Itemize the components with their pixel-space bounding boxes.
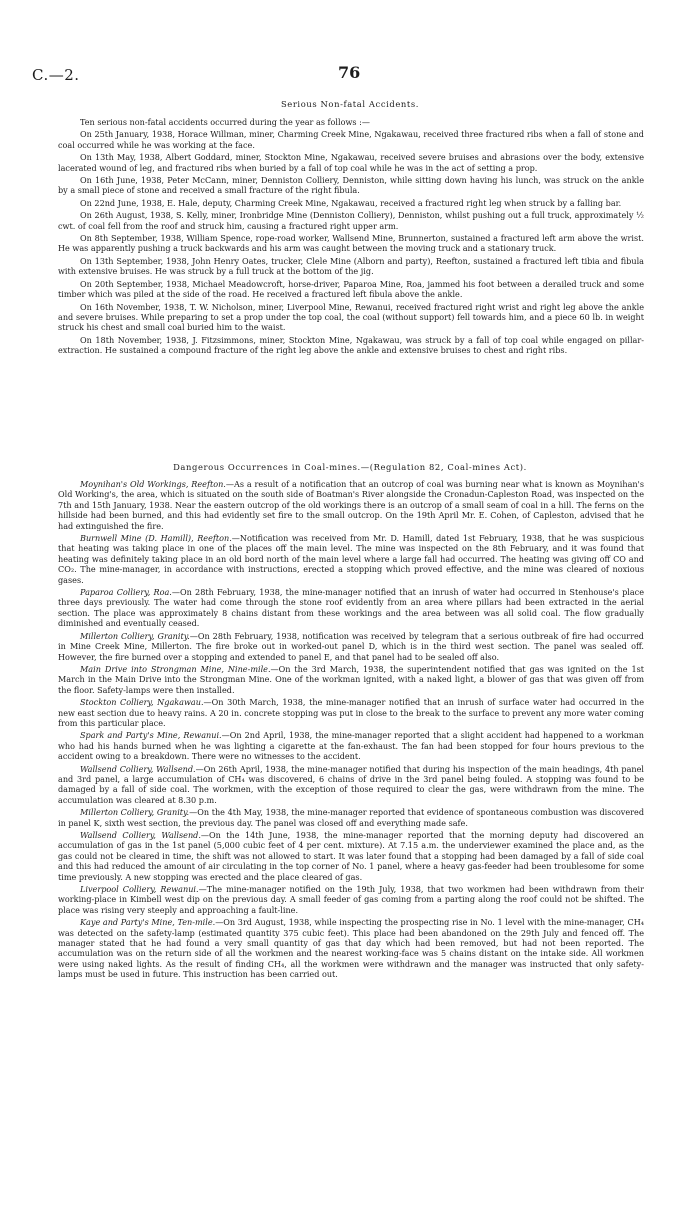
dangerous-occurrences-section — [58, 479, 644, 982]
paragraph-text: —The mine-manager notified on the 19th July, 1938, that two workmen had been withdrawn from their working-place in Kimbell west dip on the previous day. A small feeder of gas coming from a parting along the roof could not be shifted. The place was rising very steeply and approaching a fault-line. — [58, 884, 644, 915]
paragraph — [58, 129, 644, 150]
place-title: Millerton Colliery, Granity. — [80, 630, 190, 641]
paragraph — [58, 210, 644, 231]
section-heading-accidents: Serious Non-fatal Accidents. — [280, 99, 420, 109]
paragraph — [58, 335, 644, 356]
accidents-section — [58, 117, 644, 358]
paragraph — [58, 730, 644, 761]
place-title: Spark and Party's Mine, Rewanui. — [80, 730, 222, 741]
paragraph-text: —On 3rd August, 1938, while inspecting the prospecting rise in No. 1 level with the mine-manager, CH₄ was detected on the safety-lamp (estimated quantity 375 cubic feet). This place had been abandoned on the 29th July and fenced off. The manager stated that he had found a very small quantity of gas that day which had been removed, but had not been reported. The accumulation was on the return side of all the workmen and the nearest working-face was 5 chains distant on the intake side. All workmen were using naked lights. As the result of finding CH₄, all the workmen were withdrawn and the manager was instructed that only safety-lamps must be used in future. This instruction has been carried out. — [58, 917, 645, 980]
paragraph-text: —On the 4th May, 1938, the mine-manager reported that evidence of spontaneous combustion was discovered in panel K, sixth west section, the previous day. The panel was closed off and everything made safe. — [58, 807, 644, 828]
paragraph — [58, 664, 644, 695]
paragraph-text: On 22nd June, 1938, E. Hale, deputy, Charming Creek Mine, Ngakawau, received a fractured right leg when struck by a falling bar. — [80, 197, 622, 208]
paragraph — [58, 479, 644, 531]
place-title: Stockton Colliery, Ngakawau. — [80, 697, 204, 708]
place-title: Wallsend Colliery, Wallsend. — [80, 763, 196, 774]
place-title: Wallsend Colliery, Wallsend. — [80, 830, 201, 840]
paragraph-text: —On 28th February, 1938, the mine-manager notified that an inrush of water had occurred in Stenhouse's place three days previously. The water had come through the stone roof evidently from an area where pillars had been extracted in the aerial section. The place was approximately 8 chains distant from these workings and the area between was all solid coal. The flow gradually diminished and eventually ceased. — [58, 587, 644, 629]
paragraph-text: On 13th May, 1938, Albert Goddard, miner, Stockton Mine, Ngakawau, received severe bruises and abrasions over the body, extensive lacerated wound of leg, and fractured ribs when buried by a fall of top coal while he was in the act of setting a prop. — [58, 152, 644, 173]
paragraph-text: —On the 3rd March, 1938, the superintendent notified that gas was ignited on the 1st March in the Main Drive into the Strongman Mine. One of the workman ignited, with a naked light, a blower of gas that was given off from the floor. Safety-lamps were then installed. — [58, 663, 644, 695]
paragraph-text: On 16th November, 1938, T. W. Nicholson, miner, Liverpool Mine, Rewanui, received fractured right wrist and right leg above the ankle and severe bruises. While preparing to set a prop under the top coal, the coal (without support) fell towards him, and a piece 60 lb. in weight struck his chest and small coal buried him to the waist. — [58, 301, 644, 333]
place-title: Kaye and Party's Mine, Ten-mile. — [80, 917, 216, 928]
paragraph — [58, 764, 644, 806]
place-title: Burnwell Mine (D. Hamill), Reefton. — [80, 533, 232, 544]
paragraph — [58, 279, 644, 300]
paragraph-text: On 26th August, 1938, S. Kelly, miner, Ironbridge Mine (Denniston Colliery), Denniston, whilst pushing out a full truck, approximately ½ cwt. of coal fell from the roof and struck him, causing a fractured right upper arm. — [58, 210, 644, 231]
paragraph-text: —As a result of a notification that an outcrop of coal was burning near what is known as Moynihan's Old Working's, the area, which is situated on the south side of Boatman's River alongside the Cronadun-Capleston Road, was inspected on the 7th and 15th January, 1938. Near the eastern outcrop of the old workings there is an outcrop of a small seam of coal in a hill. The ferns on the hillside had been burned, and this had evidently set fire to the small outcrop. On the 19th April Mr. E. Cohen, of Capleston, advised that he had extinguished the fire. — [58, 479, 644, 531]
page-number: 76 — [338, 63, 361, 82]
paragraph — [58, 152, 644, 173]
place-title: Liverpool Colliery, Rewanui. — [80, 884, 199, 895]
paragraph — [58, 587, 644, 629]
paragraph — [58, 697, 644, 728]
paragraph — [58, 233, 644, 254]
paragraph-text: On 8th September, 1938, William Spence, rope-road worker, Wallsend Mine, Brunnerton, sustained a fractured left arm above the wrist. He was apparently pushing a truck backwards and his arm was caught between the moving truck and a stationary truck. — [58, 233, 644, 254]
paragraph — [58, 117, 644, 127]
place-title: Main Drive into Strongman Mine, Nine-mile. — [80, 663, 271, 674]
paragraph — [58, 830, 644, 882]
paragraph-text: On 20th September, 1938, Michael Meadowcroft, horse-driver, Paparoa Mine, Roa, jammed his foot between a derailed truck and some timber which was piled at the side of the road. He received a fractured left fibula above the ankle. — [58, 278, 644, 300]
paragraph — [58, 302, 644, 333]
paragraph-text: On 16th June, 1938, Peter McCann, miner, Denniston Colliery, Denniston, while sitting down having his lunch, was struck on the ankle by a small piece of stone and received a small fracture of the right fibula. — [58, 175, 644, 196]
paragraph-text: —On 28th February, 1938, notification was received by telegram that a serious outbreak of fire had occurred in Mine Creek Mine, Millerton. The fire broke out in worked-out panel D, which is in the third west section. The panel was sealed off. However, the fire burned over a stopping and extended to panel E, and that panel had to be sealed off also. — [58, 630, 644, 662]
paragraph-text: On 13th September, 1938, John Henry Oates, trucker, Clele Mine (Alborn and party), Reefton, sustained a fractured left tibia and fibula with extensive bruises. He was struck by a full truck at the bottom of the jig. — [58, 255, 644, 277]
paragraph — [58, 198, 644, 208]
paragraph-text: Ten serious non-fatal accidents occurred during the year as follows :— — [80, 117, 370, 127]
place-title: Moynihan's Old Workings, Reefton. — [80, 479, 226, 489]
paragraph-text: —On 30th March, 1938, the mine-manager notified that an inrush of surface water had occurred in the new east section due to heavy rains. A 20 in. concrete stopping was put in close to the break to the surface to prevent any more water coming from this particular place. — [58, 697, 644, 728]
paragraph-text: On 25th January, 1938, Horace Willman, miner, Charming Creek Mine, Ngakawau, received three fractured ribs when a fall of stone and coal occurred while he was working at the face. — [58, 129, 644, 150]
paragraph — [58, 256, 644, 277]
place-title: Paparoa Colliery, Roa. — [80, 587, 172, 598]
report-code: C.—2. — [32, 66, 80, 84]
paragraph-text: On 18th November, 1938, J. Fitzsimmons, miner, Stockton Mine, Ngakawau, was struck by a fall of top coal while engaged on pillar-extraction. He sustained a compound fracture of the right leg above the ankle and extensive bruises to chest and right ribs. — [58, 334, 644, 356]
paragraph-text: —On 26th April, 1938, the mine-manager notified that during his inspection of the main headings, 4th panel and 3rd panel, a large accumulation of CH₄ was discovered, 6 chains of drive in the 3rd panel being fouled. A stopping was found to be damaged by a fall of side coal. The workmen, with the exception of those required to clear the gas, were withdrawn from the mine. The accumulation was cleared at 8.30 p.m. — [58, 763, 644, 805]
paragraph — [58, 917, 644, 979]
place-title: Millerton Colliery, Granity. — [80, 807, 190, 818]
paragraph — [58, 175, 644, 196]
paragraph — [58, 884, 644, 915]
paragraph — [58, 807, 644, 828]
paragraph — [58, 631, 644, 662]
paragraph-text: —On 2nd April, 1938, the mine-manager reported that a slight accident had happened to a workman who had his hands burned when he was lighting a cigarette at the fan-exhaust. The fan had been stopped for four hours previous to the accident owing to a breakdown. There were no witnesses to the accident. — [58, 730, 644, 762]
paragraph-text: —Notification was received from Mr. D. Hamill, dated 1st February, 1938, that he was suspicious that heating was taking place in one of the places off the main level. The mine was inspected on the 8th February, and it was found that heating was definitely taking place in an old bord north of the main level where a large fall had occurred. The heating was giving off CO and CO₂. The mine-manager, in accordance with instructions, erected a stopping which proved effective, and the mine was cleared of noxious gases. — [58, 533, 645, 585]
paragraph-text: —On the 14th June, 1938, the mine-manager reported that the morning deputy had discovered an accumulation of gas in the 1st panel (5,000 cubic feet of 4 per cent. mixture). At 7.15 a.m. the underviewer examined the place and, as the gas could not be cleared in time, the shift was not allowed to start. It was later found that a stopping had been damaged by a fall of side coal and this had reduced the amount of air circulating in the top corner of No. 1 panel, where a heavy gas-feeder had been troublesome for some time previously. A new stopping was erected and the place cleared of gas. — [58, 830, 644, 882]
section-heading-dangerous-occurrences: Dangerous Occurrences in Coal-mines.—(Regulation 82, Coal-mines Act). — [173, 462, 527, 472]
paragraph — [58, 533, 644, 585]
